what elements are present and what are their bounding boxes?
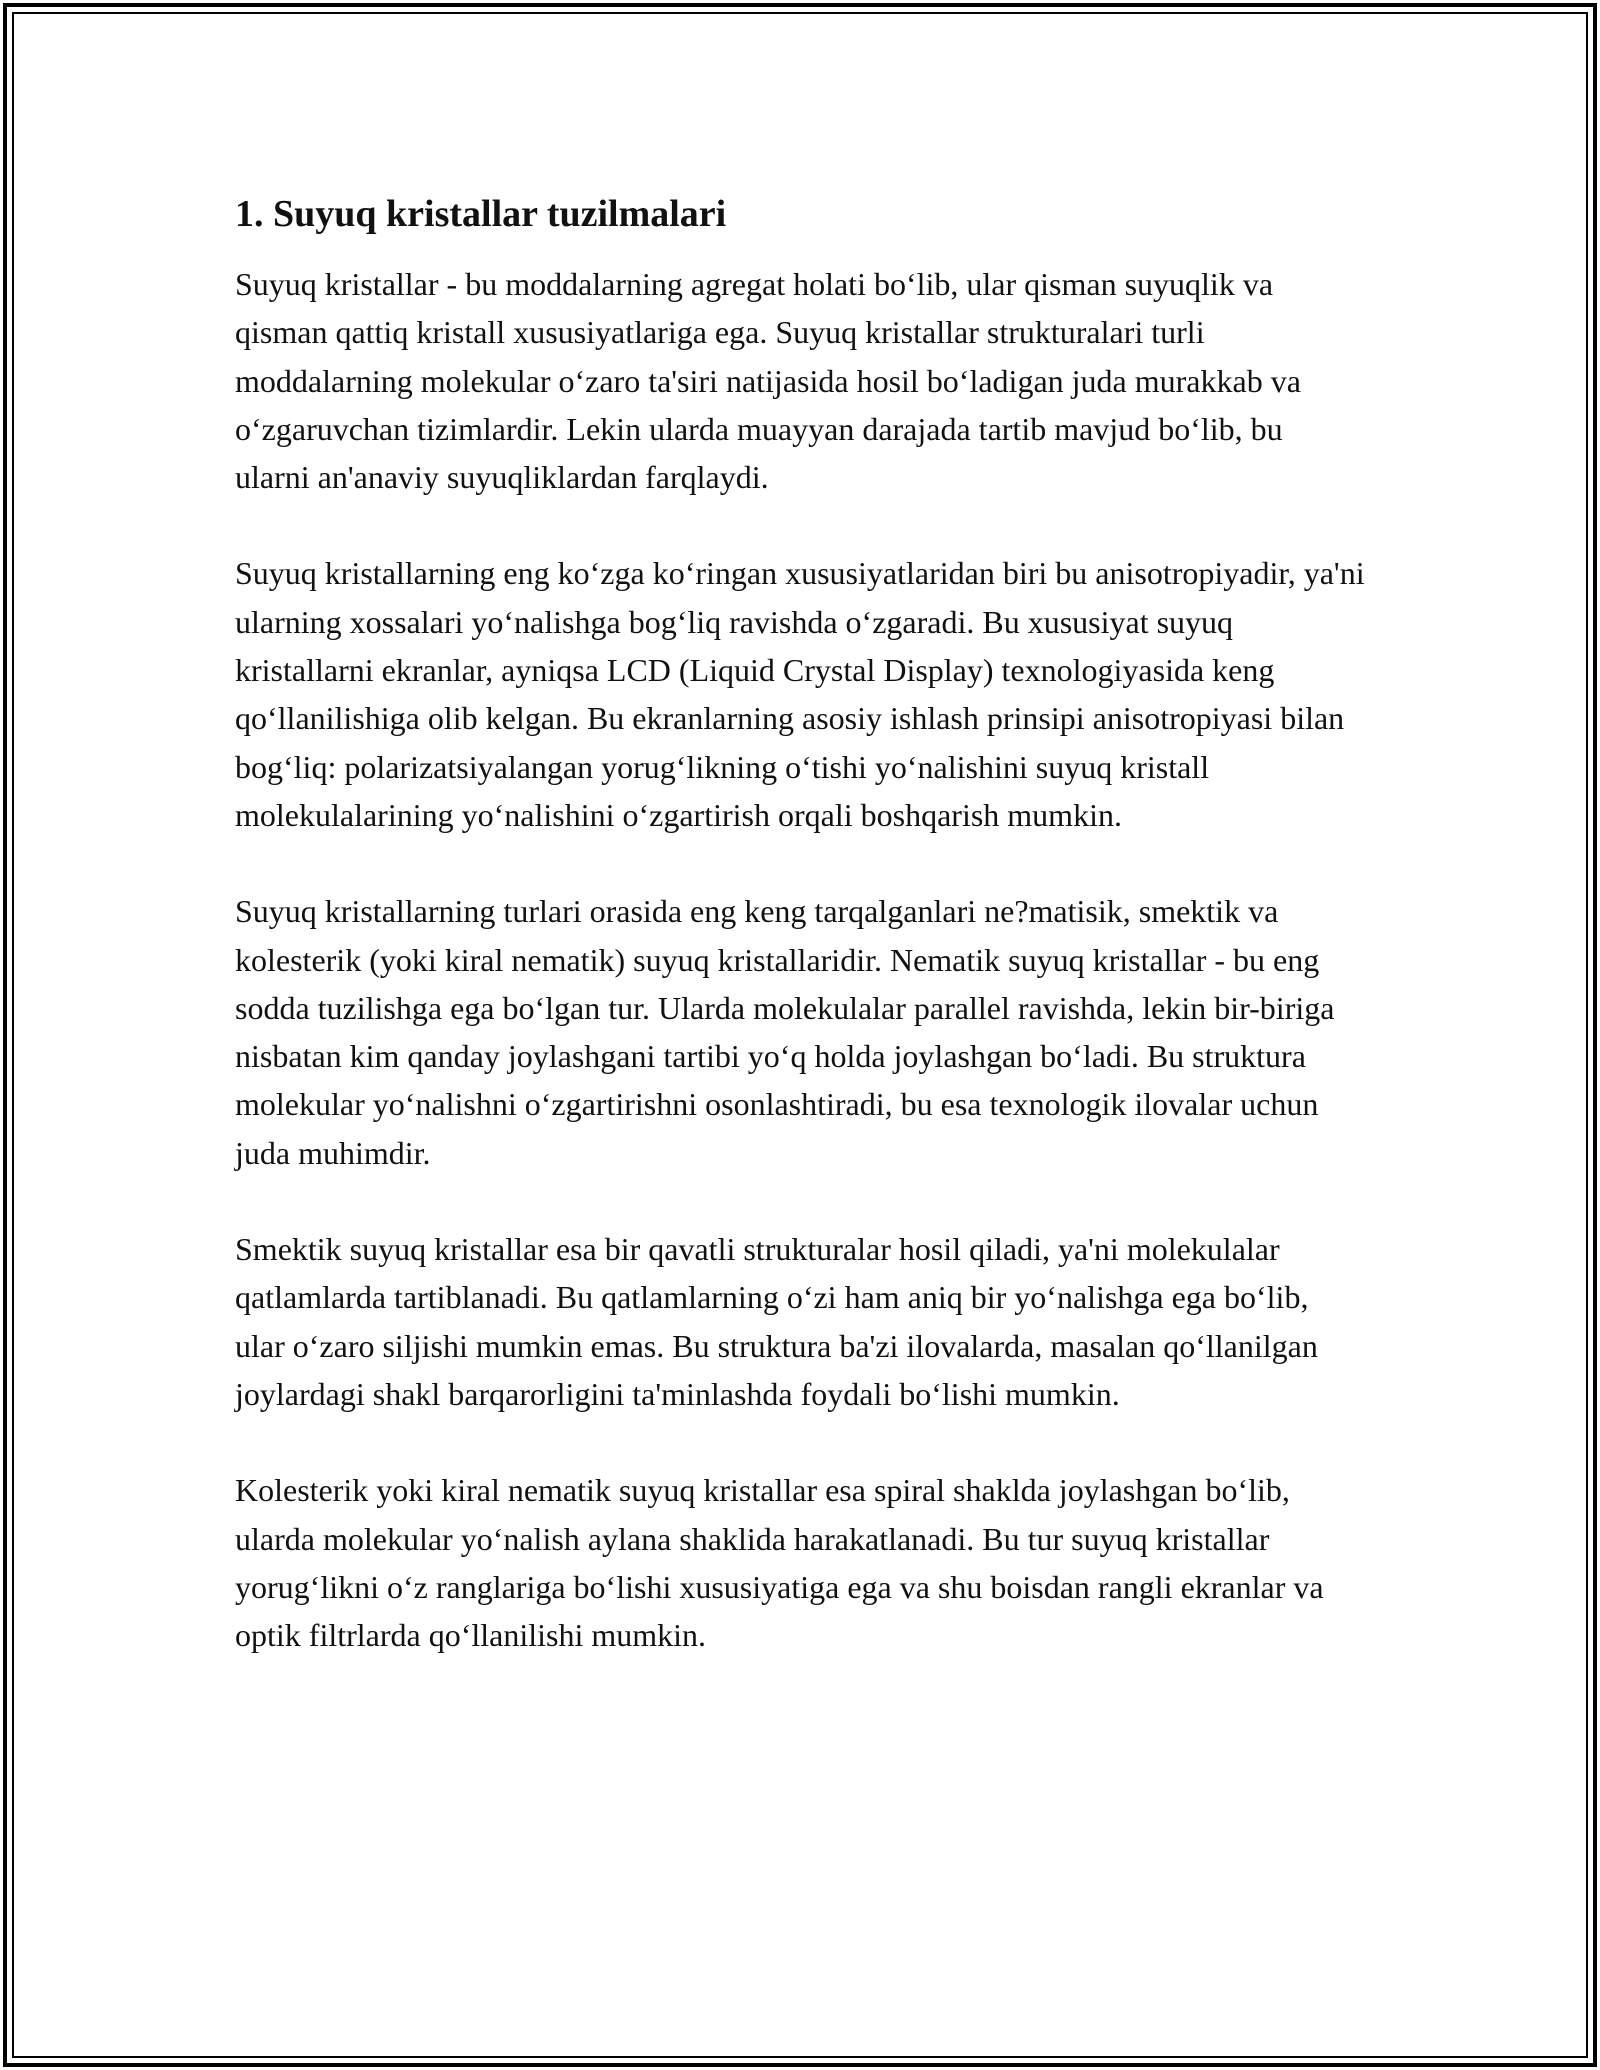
document-body (235, 190, 1365, 1707)
paragraph-5: Kolesterik yoki kiral nematik suyuq kristallar esa spiral shaklda joylashgan bo‘lib, ularda molekular yo‘nalish aylana shaklida harakatlanadi. Bu tur suyuq kristallar yorug‘likni o‘z ranglariga bo‘lishi xususiyatiga ega va shu boisdan rangli ekranlar va optik filtrlarda qo‘llanilishi mumkin. (235, 1472, 1324, 1654)
paragraph-2: Suyuq kristallarning eng ko‘zga ko‘ringan xususiyatlaridan biri bu anisotropiyadir, ya'ni ularning xossalari yo‘nalishga bog‘liq ravishda o‘zgaradi. Bu xususiyat suyuq kristallarni ekranlar, ayniqsa LCD (Liquid Crystal Display) texnologiyasida keng qo‘llanilishiga olib kelgan. Bu ekranlarning asosiy ishlash prinsipi anisotropiyasi bilan bog‘liq: polarizatsiyalangan yorug‘likning o‘tishi yo‘nalishini suyuq kristall molekulalarining yo‘nalishini o‘zgartirish orqali boshqarish mumkin. (235, 555, 1365, 833)
section-heading: 1. Suyuq kristallar tuzilmalari (235, 193, 727, 235)
paragraph-1: Suyuq kristallar - bu moddalarning agregat holati bo‘lib, ular qisman suyuqlik va qisman qattiq kristall xususiyatlariga ega. Suyuq kristallar strukturalari turli moddalarning molekular o‘zaro ta'siri natijasida hosil bo‘ladigan juda murakkab va o‘zgaruvchan tizimlardir. Lekin ularda muayyan darajada tartib mavjud bo‘lib, bu ularni an'anaviy suyuqliklardan farqlaydi. (235, 266, 1301, 496)
paragraph-4: Smektik suyuq kristallar esa bir qavatli strukturalar hosil qiladi, ya'ni molekulalar qatlamlarda tartiblanadi. Bu qatlamlarning o‘zi ham aniq bir yo‘nalishga ega bo‘lib, ular o‘zaro siljishi mumkin emas. Bu struktura ba'zi ilovalarda, masalan qo‘llanilgan joylardagi shakl barqarorligini ta'minlashda foydali bo‘lishi mumkin. (235, 1231, 1318, 1412)
paragraph-3: Suyuq kristallarning turlari orasida eng keng tarqalganlari ne?matisik, smektik va kolesterik (yoki kiral nematik) suyuq kristallaridir. Nematik suyuq kristallar - bu eng sodda tuzilishga ega bo‘lgan tur. Ularda molekulalar parallel ravishda, lekin bir-biriga nisbatan kim qanday joylashgani tartibi yo‘q holda joylashgan bo‘ladi. Bu struktura molekular yo‘nalishni o‘zgartirishni osonlashtiradi, bu esa texnologik ilovalar uchun juda muhimdir. (235, 893, 1335, 1171)
